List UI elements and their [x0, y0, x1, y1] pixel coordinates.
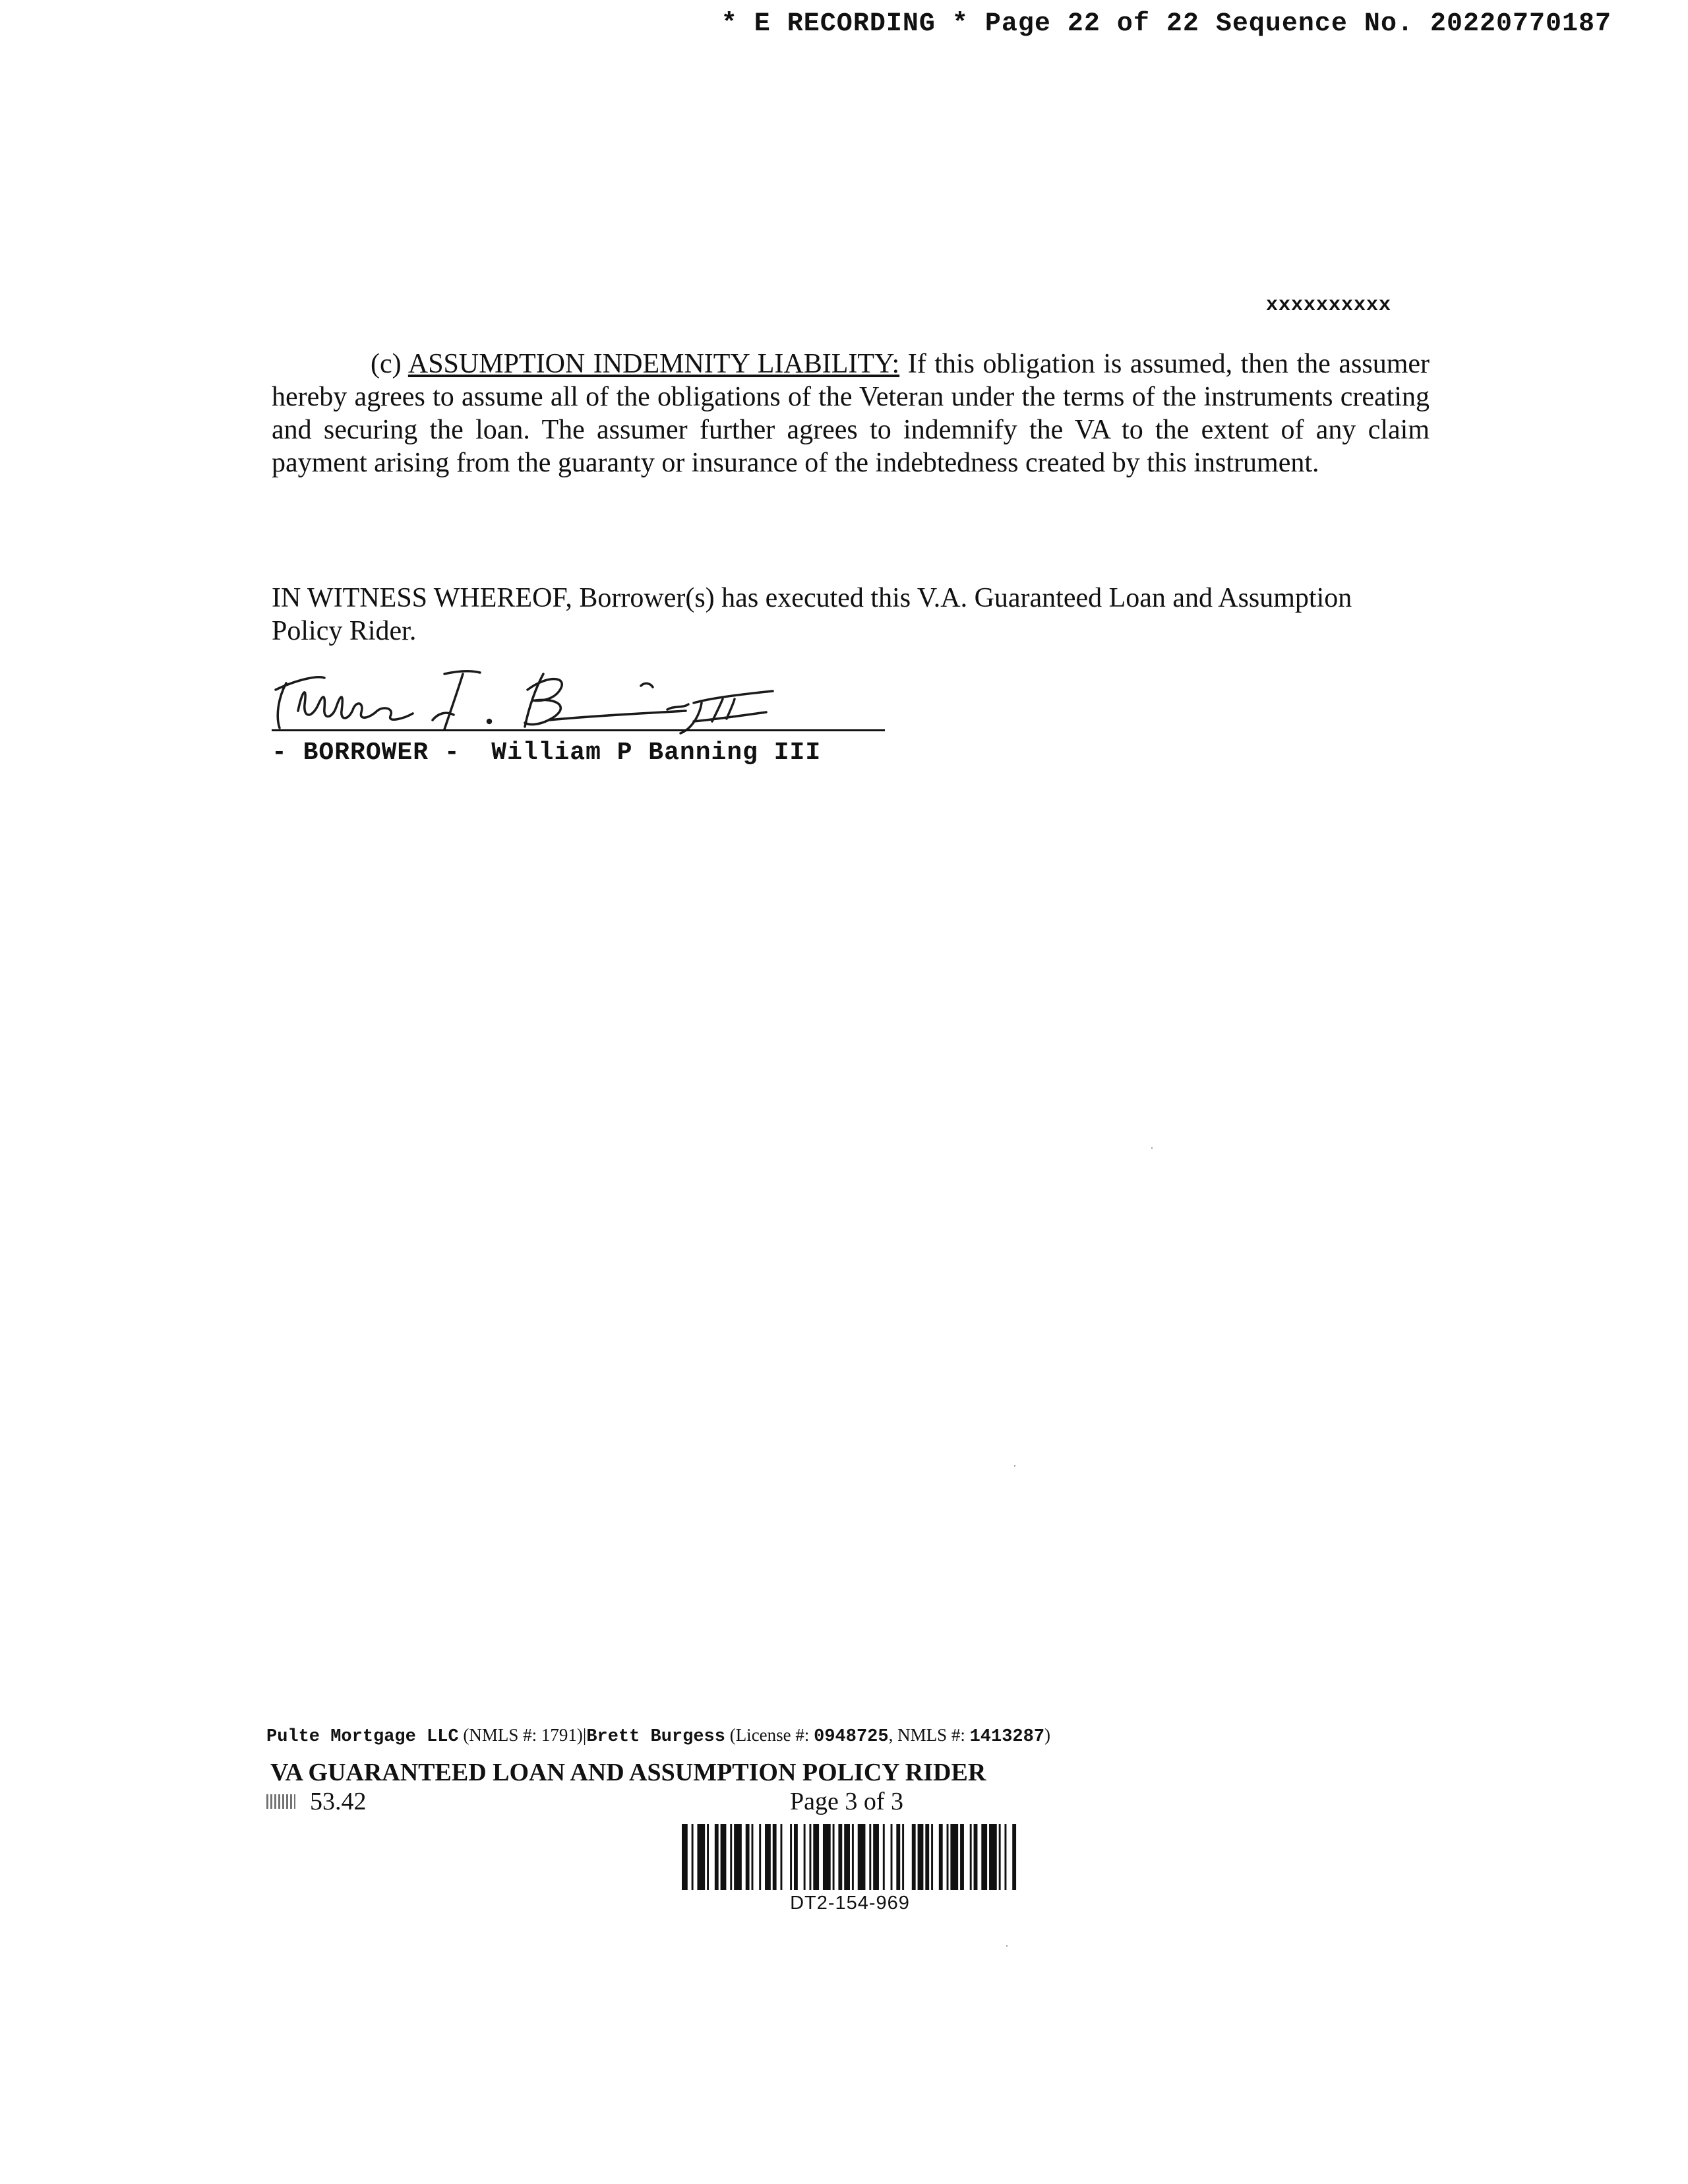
barcode-bar [902, 1824, 904, 1890]
form-number-value: 53.42 [310, 1788, 367, 1815]
barcode-bar [858, 1824, 866, 1890]
paragraph-heading: ASSUMPTION INDEMNITY LIABILITY: [407, 349, 900, 379]
barcode-bar [939, 1824, 943, 1890]
barcode-bar [804, 1824, 806, 1890]
originator-license: 0948725 [814, 1727, 889, 1747]
form-logo-icon [266, 1794, 295, 1809]
barcode-bar [838, 1824, 842, 1890]
barcode-bar [692, 1824, 694, 1890]
barcode-bar [721, 1824, 727, 1890]
form-number [266, 1787, 367, 1816]
originator-nmls: 1413287 [969, 1727, 1045, 1747]
recording-header: * E RECORDING * Page 22 of 22 Sequence No. 20220770187 [721, 9, 1612, 39]
barcode-bar [759, 1824, 761, 1890]
barcode-bar [715, 1824, 719, 1890]
barcode-bar [974, 1824, 978, 1890]
barcode-bar [883, 1824, 885, 1890]
barcode-bar [960, 1824, 964, 1890]
borrower-signature-label [272, 739, 821, 767]
barcode-bar [925, 1824, 929, 1890]
originator-nmls-label: , NMLS #: [888, 1725, 970, 1745]
lender-name: Pulte Mortgage LLC [266, 1727, 459, 1747]
barcode-bar [813, 1824, 819, 1890]
barcode-bar [931, 1824, 933, 1890]
barcode-bar [912, 1824, 916, 1890]
barcode-bar [773, 1824, 777, 1890]
barcode-bar [950, 1824, 958, 1890]
barcode-bar [765, 1824, 771, 1890]
barcode-bar [794, 1824, 798, 1890]
barcode-bar [697, 1824, 705, 1890]
barcode-bar [852, 1824, 854, 1890]
page-indicator: Page 3 of 3 [790, 1788, 904, 1815]
barcode-bar [682, 1824, 688, 1890]
barcode-bar [752, 1824, 754, 1890]
barcode-bar [780, 1824, 782, 1890]
barcode-bar [734, 1824, 742, 1890]
loan-number-redacted: xxxxxxxxxx [1266, 294, 1392, 317]
originator-close: ) [1044, 1725, 1051, 1745]
borrower-role: - BORROWER - [272, 739, 460, 767]
barcode-bar [873, 1824, 879, 1890]
paragraph-text: If this obligation is assumed, then the assumer hereby agrees to assume all of the obligations of the Veteran under the terms of the instruments creating and securing the loan. The assumer further agrees to indemnify the VA to the extent of any claim payment arising from the guaranty or insurance of the indebtedness created by this instrument. [272, 349, 1430, 478]
lender-info-line [266, 1725, 1050, 1747]
barcode-bar [947, 1824, 949, 1890]
barcode-bar [746, 1824, 750, 1890]
borrower-signature [272, 665, 878, 739]
barcode-bar [844, 1824, 850, 1890]
borrower-name: William P Banning III [491, 739, 822, 767]
separator: | [582, 1725, 587, 1745]
barcode-bar [823, 1824, 831, 1890]
barcode-bar [1012, 1824, 1016, 1890]
document-barcode [682, 1824, 1018, 1890]
barcode-bar [730, 1824, 732, 1890]
barcode-bar [981, 1824, 987, 1890]
paragraph-prefix: (c) [371, 349, 408, 379]
barcode-bar [809, 1824, 811, 1890]
barcode-bar [989, 1824, 997, 1890]
barcode-bar [869, 1824, 871, 1890]
lender-nmls: (NMLS #: 1791) [463, 1725, 583, 1745]
barcode-bar [1004, 1824, 1006, 1890]
witness-clause: IN WITNESS WHEREOF, Borrower(s) has executed this V.A. Guaranteed Loan and Assumption Policy Rider. [272, 583, 1352, 646]
rider-title: VA GUARANTEED LOAN AND ASSUMPTION POLICY RIDER [270, 1759, 986, 1786]
scan-speck [1006, 1945, 1008, 1947]
barcode-bar [707, 1824, 709, 1890]
barcode-bar [896, 1824, 900, 1890]
barcode-bar [790, 1824, 792, 1890]
barcode-bar [999, 1824, 1001, 1890]
originator-license-label: (License #: [729, 1725, 814, 1745]
signature-line [272, 729, 885, 731]
scan-speck [1151, 1147, 1153, 1149]
barcode-bar [918, 1824, 924, 1890]
barcode-bar [833, 1824, 835, 1890]
barcode-text: DT2-154-969 [790, 1893, 910, 1914]
originator-name: Brett Burgess [586, 1727, 725, 1747]
barcode-bar [891, 1824, 893, 1890]
assumption-indemnity-paragraph [272, 348, 1430, 479]
scan-speck [1014, 1465, 1015, 1467]
barcode-bar [970, 1824, 972, 1890]
